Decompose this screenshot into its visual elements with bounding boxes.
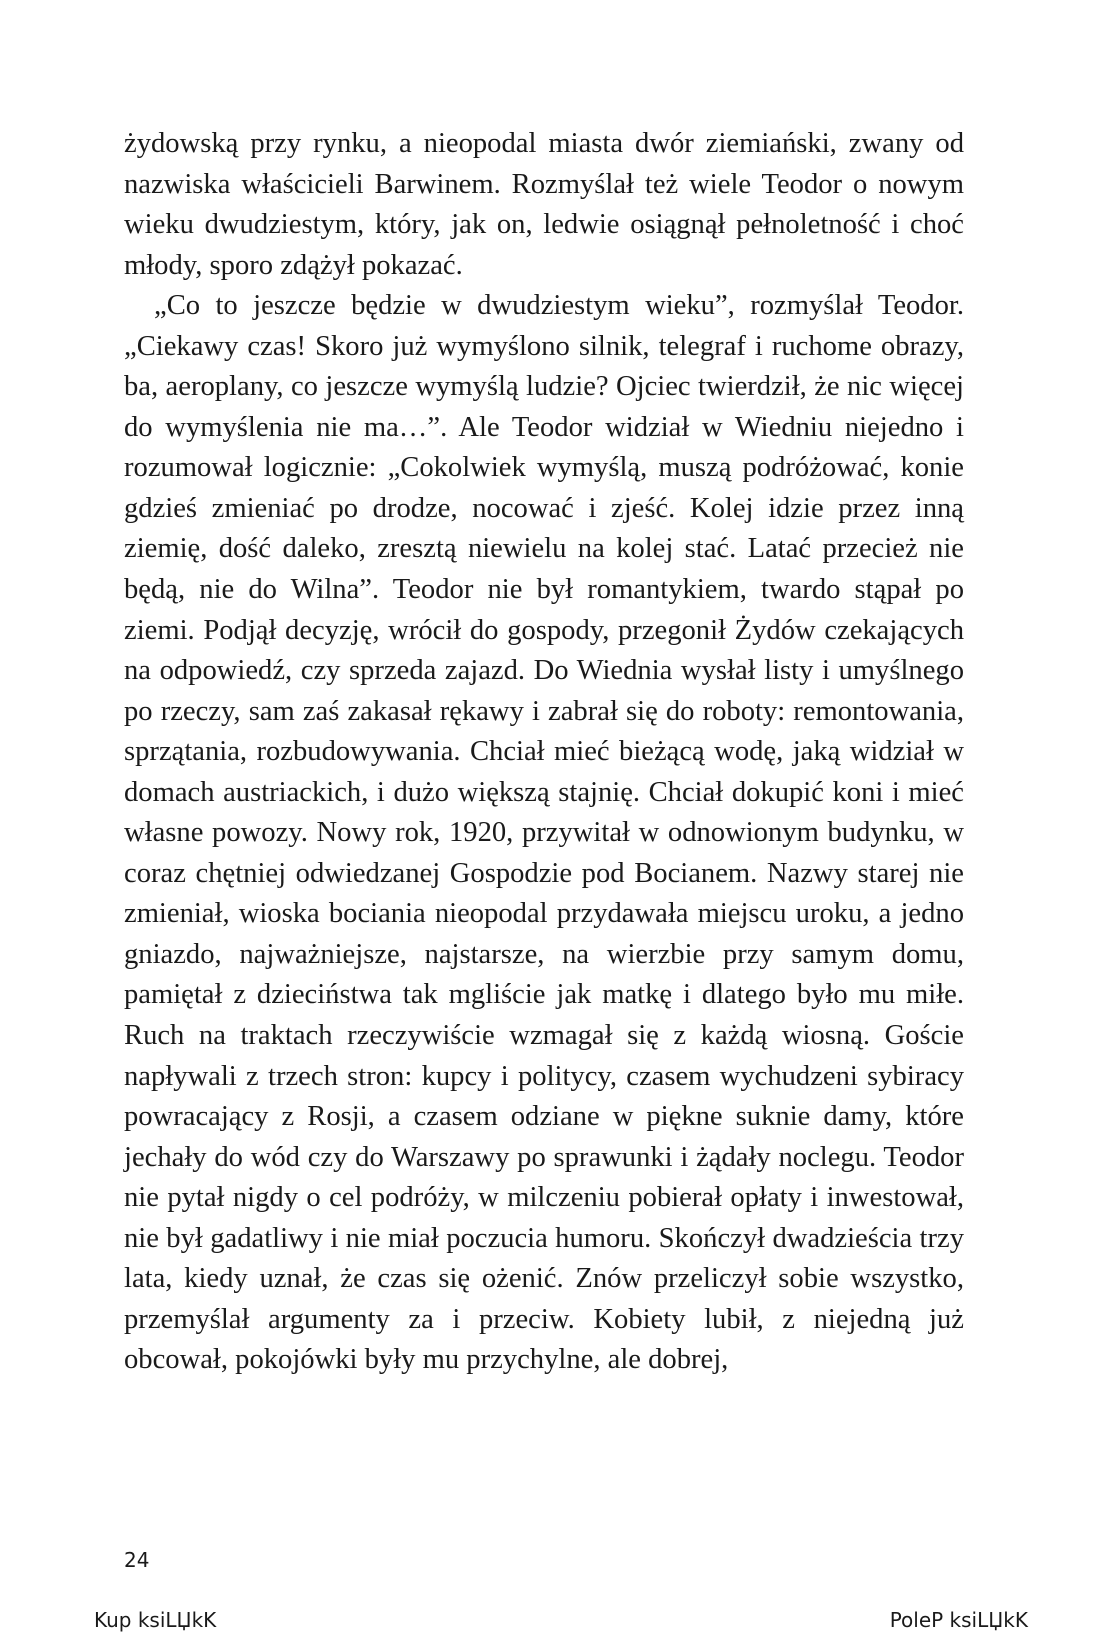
page-body [124, 124, 964, 1381]
paragraph-2: „Co to jeszcze będzie w dwudziestym wieku”, rozmyślał Teodor. „Ciekawy czas! Skoro już wymyślono silnik, telegraf i ruchome obrazy, ba, aeroplany, co jeszcze wymyślą ludzie? Ojciec twierdził, że nic więcej do wymyślenia nie ma…”. Ale Teodor widział w Wiedniu niejedno i rozumował logicznie: „Cokolwiek wymyślą, muszą podróżować, konie gdzieś zmieniać po drodze, nocować i zjeść. Kolej idzie przez inną ziemię, dość daleko, zresztą niewielu na kolej stać. Latać przecież nie będą, nie do Wilna”. Teodor nie był romantykiem, twardo stąpał po ziemi. Podjął decyzję, wrócił do gospody, przegonił Żydów czekających na odpowiedź, czy sprzeda zajazd. Do Wiednia wysłał listy i umyślnego po rzeczy, sam zaś zakasał rękawy i zabrał się do roboty: remontowania, sprzątania, rozbudowywania. Chciał mieć bieżącą wodę, jaką widział w domach austriackich, i dużo większą stajnię. Chciał dokupić koni i mieć własne powozy. Nowy rok, 1920, przywitał w odnowionym budynku, w coraz chętniej odwiedzanej Gospodzie pod Bocianem. Nazwy starej nie zmieniał, wioska bociania nieopodal przydawała miejscu uroku, a jedno gniazdo, najważniejsze, najstarsze, na wierzbie przy samym domu, pamiętał z dzieciństwa tak mgliście jak matkę i dlatego było mu miłe. Ruch na traktach rzeczywiście wzmagał się z każdą wiosną. Goście napływali z trzech stron: kupcy i politycy, czasem wychudzeni sybiracy powracający z Rosji, a czasem odziane w piękne suknie damy, które jechały do wód czy do Warszawy po sprawunki i żądały noclegu. Teodor nie pytał nigdy o cel podróży, w milczeniu pobierał opłaty i inwestował, nie był gadatliwy i nie miał poczucia humoru. Skończył dwadzieścia trzy lata, kiedy uznał, że czas się ożenić. Znów przeliczył sobie wszystko, przemyślał argumenty za i przeciw. Kobiety lubił, z niejedną już obcował, pokojówki były mu przychylne, ale dobrej, [124, 290, 964, 1376]
paragraph-1: żydowską przy rynku, a nieopodal miasta dwór ziemiański, zwany od nazwiska właścicieli Barwinem. Rozmyślał też wiele Teodor o nowym wieku dwudziestym, który, jak on, ledwie osiągnął pełnoletność i choć młody, sporo zdążył pokazać. [124, 128, 964, 281]
page-number: 24 [124, 1548, 150, 1572]
recommend-book-link[interactable]: PoleP ksiLЏkK [889, 1608, 1028, 1632]
buy-book-link[interactable]: Kup ksiLЏkK [94, 1608, 217, 1632]
